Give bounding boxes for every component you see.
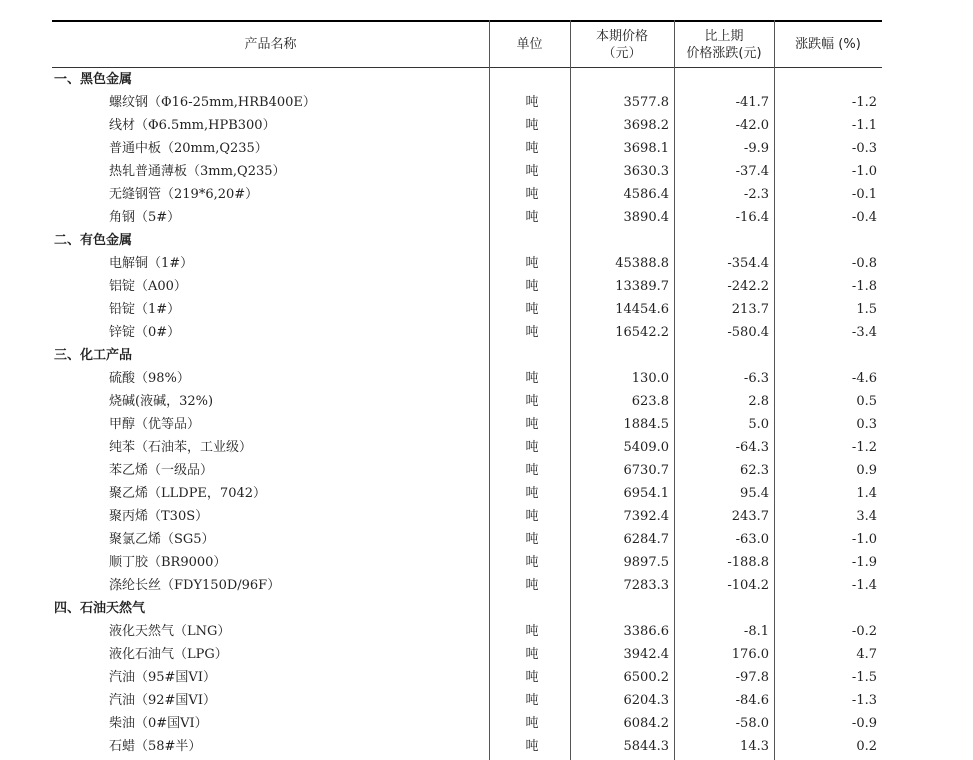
header-change-line1: 比上期 — [704, 28, 744, 44]
table-row — [52, 160, 882, 183]
unit-cell: 吨 — [525, 670, 539, 685]
unit-cell: 吨 — [525, 417, 539, 432]
product-name: 聚丙烯（T30S） — [109, 509, 209, 524]
table-row — [52, 436, 882, 459]
percent-cell: -1.8 — [851, 279, 877, 294]
price-cell: 7392.4 — [623, 509, 669, 524]
price-cell: 5409.0 — [623, 440, 669, 455]
category-row — [52, 597, 882, 620]
table-row — [52, 620, 882, 643]
product-name: 聚氯乙烯（SG5） — [109, 532, 215, 547]
change-cell: -2.3 — [743, 187, 769, 202]
category-row — [52, 344, 882, 367]
product-name: 硫酸（98%） — [109, 371, 190, 386]
table-row — [52, 367, 882, 390]
table-row — [52, 666, 882, 689]
percent-cell: -1.2 — [851, 440, 877, 455]
table-row — [52, 505, 882, 528]
change-cell: -42.0 — [735, 118, 769, 133]
product-name: 汽油（92#国VI） — [109, 693, 216, 708]
price-cell: 3698.2 — [623, 118, 669, 133]
change-cell: 95.4 — [740, 486, 769, 501]
unit-cell: 吨 — [525, 532, 539, 547]
table-row — [52, 252, 882, 275]
product-name: 角钢（5#） — [109, 210, 181, 225]
product-name: 线材（Φ6.5mm,HPB300） — [109, 118, 276, 133]
unit-cell: 吨 — [525, 256, 539, 271]
percent-cell: 0.2 — [856, 739, 877, 754]
category-label: 二、有色金属 — [54, 233, 133, 248]
price-cell: 3698.1 — [623, 141, 669, 156]
unit-cell: 吨 — [525, 141, 539, 156]
price-cell: 6954.1 — [623, 486, 669, 501]
table-row — [52, 183, 882, 206]
product-name: 顺丁胶（BR9000） — [109, 555, 227, 570]
table-body — [52, 68, 882, 758]
percent-cell: -0.8 — [851, 256, 877, 271]
header-product-name-label: 产品名称 — [244, 37, 297, 52]
unit-cell: 吨 — [525, 647, 539, 662]
percent-cell: -1.2 — [851, 95, 877, 110]
unit-cell: 吨 — [525, 394, 539, 409]
change-cell: -37.4 — [735, 164, 769, 179]
header-change — [674, 22, 774, 67]
table-row — [52, 574, 882, 597]
product-name: 锌锭（0#） — [109, 325, 181, 340]
unit-cell: 吨 — [525, 210, 539, 225]
unit-cell: 吨 — [525, 716, 539, 731]
product-name: 电解铜（1#） — [109, 256, 194, 271]
table-row — [52, 298, 882, 321]
price-cell: 6284.7 — [623, 532, 669, 547]
percent-cell: -0.2 — [851, 624, 877, 639]
table-row — [52, 712, 882, 735]
unit-cell: 吨 — [525, 187, 539, 202]
change-cell: 2.8 — [748, 394, 769, 409]
price-cell: 3890.4 — [623, 210, 669, 225]
change-cell: 5.0 — [748, 417, 769, 432]
percent-cell: 3.4 — [856, 509, 877, 524]
product-name: 液化天然气（LNG） — [109, 624, 231, 639]
percent-cell: 0.5 — [856, 394, 877, 409]
header-product-name — [52, 22, 489, 67]
percent-cell: 1.5 — [856, 302, 877, 317]
header-price-line2: （元） — [602, 45, 642, 61]
price-cell: 9897.5 — [623, 555, 669, 570]
table-row — [52, 275, 882, 298]
percent-cell: -1.3 — [851, 693, 877, 708]
header-unit — [489, 22, 570, 67]
unit-cell: 吨 — [525, 164, 539, 179]
change-cell: 62.3 — [740, 463, 769, 478]
percent-cell: -0.1 — [851, 187, 877, 202]
table-row — [52, 206, 882, 229]
price-cell: 6204.3 — [623, 693, 669, 708]
table-header — [52, 22, 882, 68]
table-row — [52, 321, 882, 344]
change-cell: -41.7 — [735, 95, 769, 110]
unit-cell: 吨 — [525, 693, 539, 708]
table-row — [52, 413, 882, 436]
header-unit-label: 单位 — [516, 37, 543, 52]
table-row — [52, 643, 882, 666]
product-name: 汽油（95#国VI） — [109, 670, 216, 685]
table-row — [52, 137, 882, 160]
product-name: 烧碱(液碱，32%) — [109, 394, 214, 409]
percent-cell: -1.5 — [851, 670, 877, 685]
price-cell: 3942.4 — [623, 647, 669, 662]
unit-cell: 吨 — [525, 578, 539, 593]
header-price — [570, 22, 674, 67]
price-cell: 13389.7 — [615, 279, 669, 294]
change-cell: -354.4 — [727, 256, 769, 271]
percent-cell: 1.4 — [856, 486, 877, 501]
percent-cell: -1.0 — [851, 532, 877, 547]
percent-cell: -0.9 — [851, 716, 877, 731]
price-cell: 14454.6 — [615, 302, 669, 317]
unit-cell: 吨 — [525, 739, 539, 754]
unit-cell: 吨 — [525, 95, 539, 110]
product-name: 普通中板（20mm,Q235） — [109, 141, 268, 156]
unit-cell: 吨 — [525, 440, 539, 455]
price-cell: 6730.7 — [623, 463, 669, 478]
change-cell: -97.8 — [735, 670, 769, 685]
percent-cell: -1.0 — [851, 164, 877, 179]
table-row — [52, 735, 882, 758]
price-cell: 45388.8 — [615, 256, 669, 271]
change-cell: -9.9 — [743, 141, 769, 156]
unit-cell: 吨 — [525, 624, 539, 639]
change-cell: -242.2 — [727, 279, 769, 294]
change-cell: -58.0 — [735, 716, 769, 731]
table-row — [52, 390, 882, 413]
percent-cell: -1.4 — [851, 578, 877, 593]
product-name: 苯乙烯（一级品） — [109, 463, 214, 478]
product-name: 聚乙烯（LLDPE，7042） — [109, 486, 267, 501]
table-row — [52, 459, 882, 482]
unit-cell: 吨 — [525, 325, 539, 340]
table-row — [52, 551, 882, 574]
product-name: 柴油（0#国VI） — [109, 716, 208, 731]
table-row — [52, 114, 882, 137]
header-change-line2: 价格涨跌(元) — [686, 45, 762, 61]
change-cell: -16.4 — [735, 210, 769, 225]
price-cell: 3577.8 — [623, 95, 669, 110]
product-name: 液化石油气（LPG） — [109, 647, 228, 662]
product-name: 无缝钢管（219*6,20#） — [109, 187, 259, 202]
product-name: 螺纹钢（Φ16-25mm,HRB400E） — [109, 95, 316, 110]
change-cell: -104.2 — [727, 578, 769, 593]
product-name: 热轧普通薄板（3mm,Q235） — [109, 164, 286, 179]
change-cell: 176.0 — [731, 647, 769, 662]
price-cell: 5844.3 — [623, 739, 669, 754]
change-cell: -188.8 — [727, 555, 769, 570]
percent-cell: 0.3 — [856, 417, 877, 432]
price-cell: 3630.3 — [623, 164, 669, 179]
unit-cell: 吨 — [525, 509, 539, 524]
unit-cell: 吨 — [525, 371, 539, 386]
price-cell: 623.8 — [631, 394, 669, 409]
table-row — [52, 91, 882, 114]
unit-cell: 吨 — [525, 555, 539, 570]
table-row — [52, 689, 882, 712]
percent-cell: -0.4 — [851, 210, 877, 225]
product-name: 石蜡（58#半） — [109, 739, 202, 754]
price-cell: 1884.5 — [623, 417, 669, 432]
percent-cell: -4.6 — [851, 371, 877, 386]
percent-cell: 0.9 — [856, 463, 877, 478]
category-label: 四、石油天然气 — [54, 601, 146, 616]
unit-cell: 吨 — [525, 463, 539, 478]
change-cell: -580.4 — [727, 325, 769, 340]
change-cell: -64.3 — [735, 440, 769, 455]
percent-cell: -0.3 — [851, 141, 877, 156]
unit-cell: 吨 — [525, 486, 539, 501]
unit-cell: 吨 — [525, 302, 539, 317]
category-label: 一、黑色金属 — [54, 72, 133, 87]
table-row — [52, 528, 882, 551]
header-percent-label: 涨跌幅 (%) — [795, 37, 861, 52]
table-row — [52, 482, 882, 505]
product-name: 甲醇（优等品） — [109, 417, 201, 432]
percent-cell: -3.4 — [851, 325, 877, 340]
price-cell: 7283.3 — [623, 578, 669, 593]
change-cell: -8.1 — [743, 624, 769, 639]
price-cell: 6500.2 — [623, 670, 669, 685]
change-cell: 213.7 — [731, 302, 769, 317]
product-name: 涤纶长丝（FDY150D/96F） — [109, 578, 281, 593]
header-percent — [774, 22, 882, 67]
change-cell: -6.3 — [743, 371, 769, 386]
product-name: 纯苯（石油苯，工业级） — [109, 440, 253, 455]
product-name: 铝锭（A00） — [109, 279, 187, 294]
price-cell: 130.0 — [631, 371, 669, 386]
header-price-line1: 本期价格 — [595, 28, 648, 44]
percent-cell: -1.1 — [851, 118, 877, 133]
category-label: 三、化工产品 — [54, 348, 133, 363]
change-cell: -84.6 — [735, 693, 769, 708]
category-row — [52, 68, 882, 91]
unit-cell: 吨 — [525, 118, 539, 133]
price-cell: 4586.4 — [623, 187, 669, 202]
change-cell: 14.3 — [740, 739, 769, 754]
product-name: 铅锭（1#） — [109, 302, 181, 317]
change-cell: 243.7 — [731, 509, 769, 524]
unit-cell: 吨 — [525, 279, 539, 294]
price-cell: 3386.6 — [623, 624, 669, 639]
change-cell: -63.0 — [735, 532, 769, 547]
category-row — [52, 229, 882, 252]
price-cell: 6084.2 — [623, 716, 669, 731]
percent-cell: -1.9 — [851, 555, 877, 570]
percent-cell: 4.7 — [856, 647, 877, 662]
price-cell: 16542.2 — [615, 325, 669, 340]
